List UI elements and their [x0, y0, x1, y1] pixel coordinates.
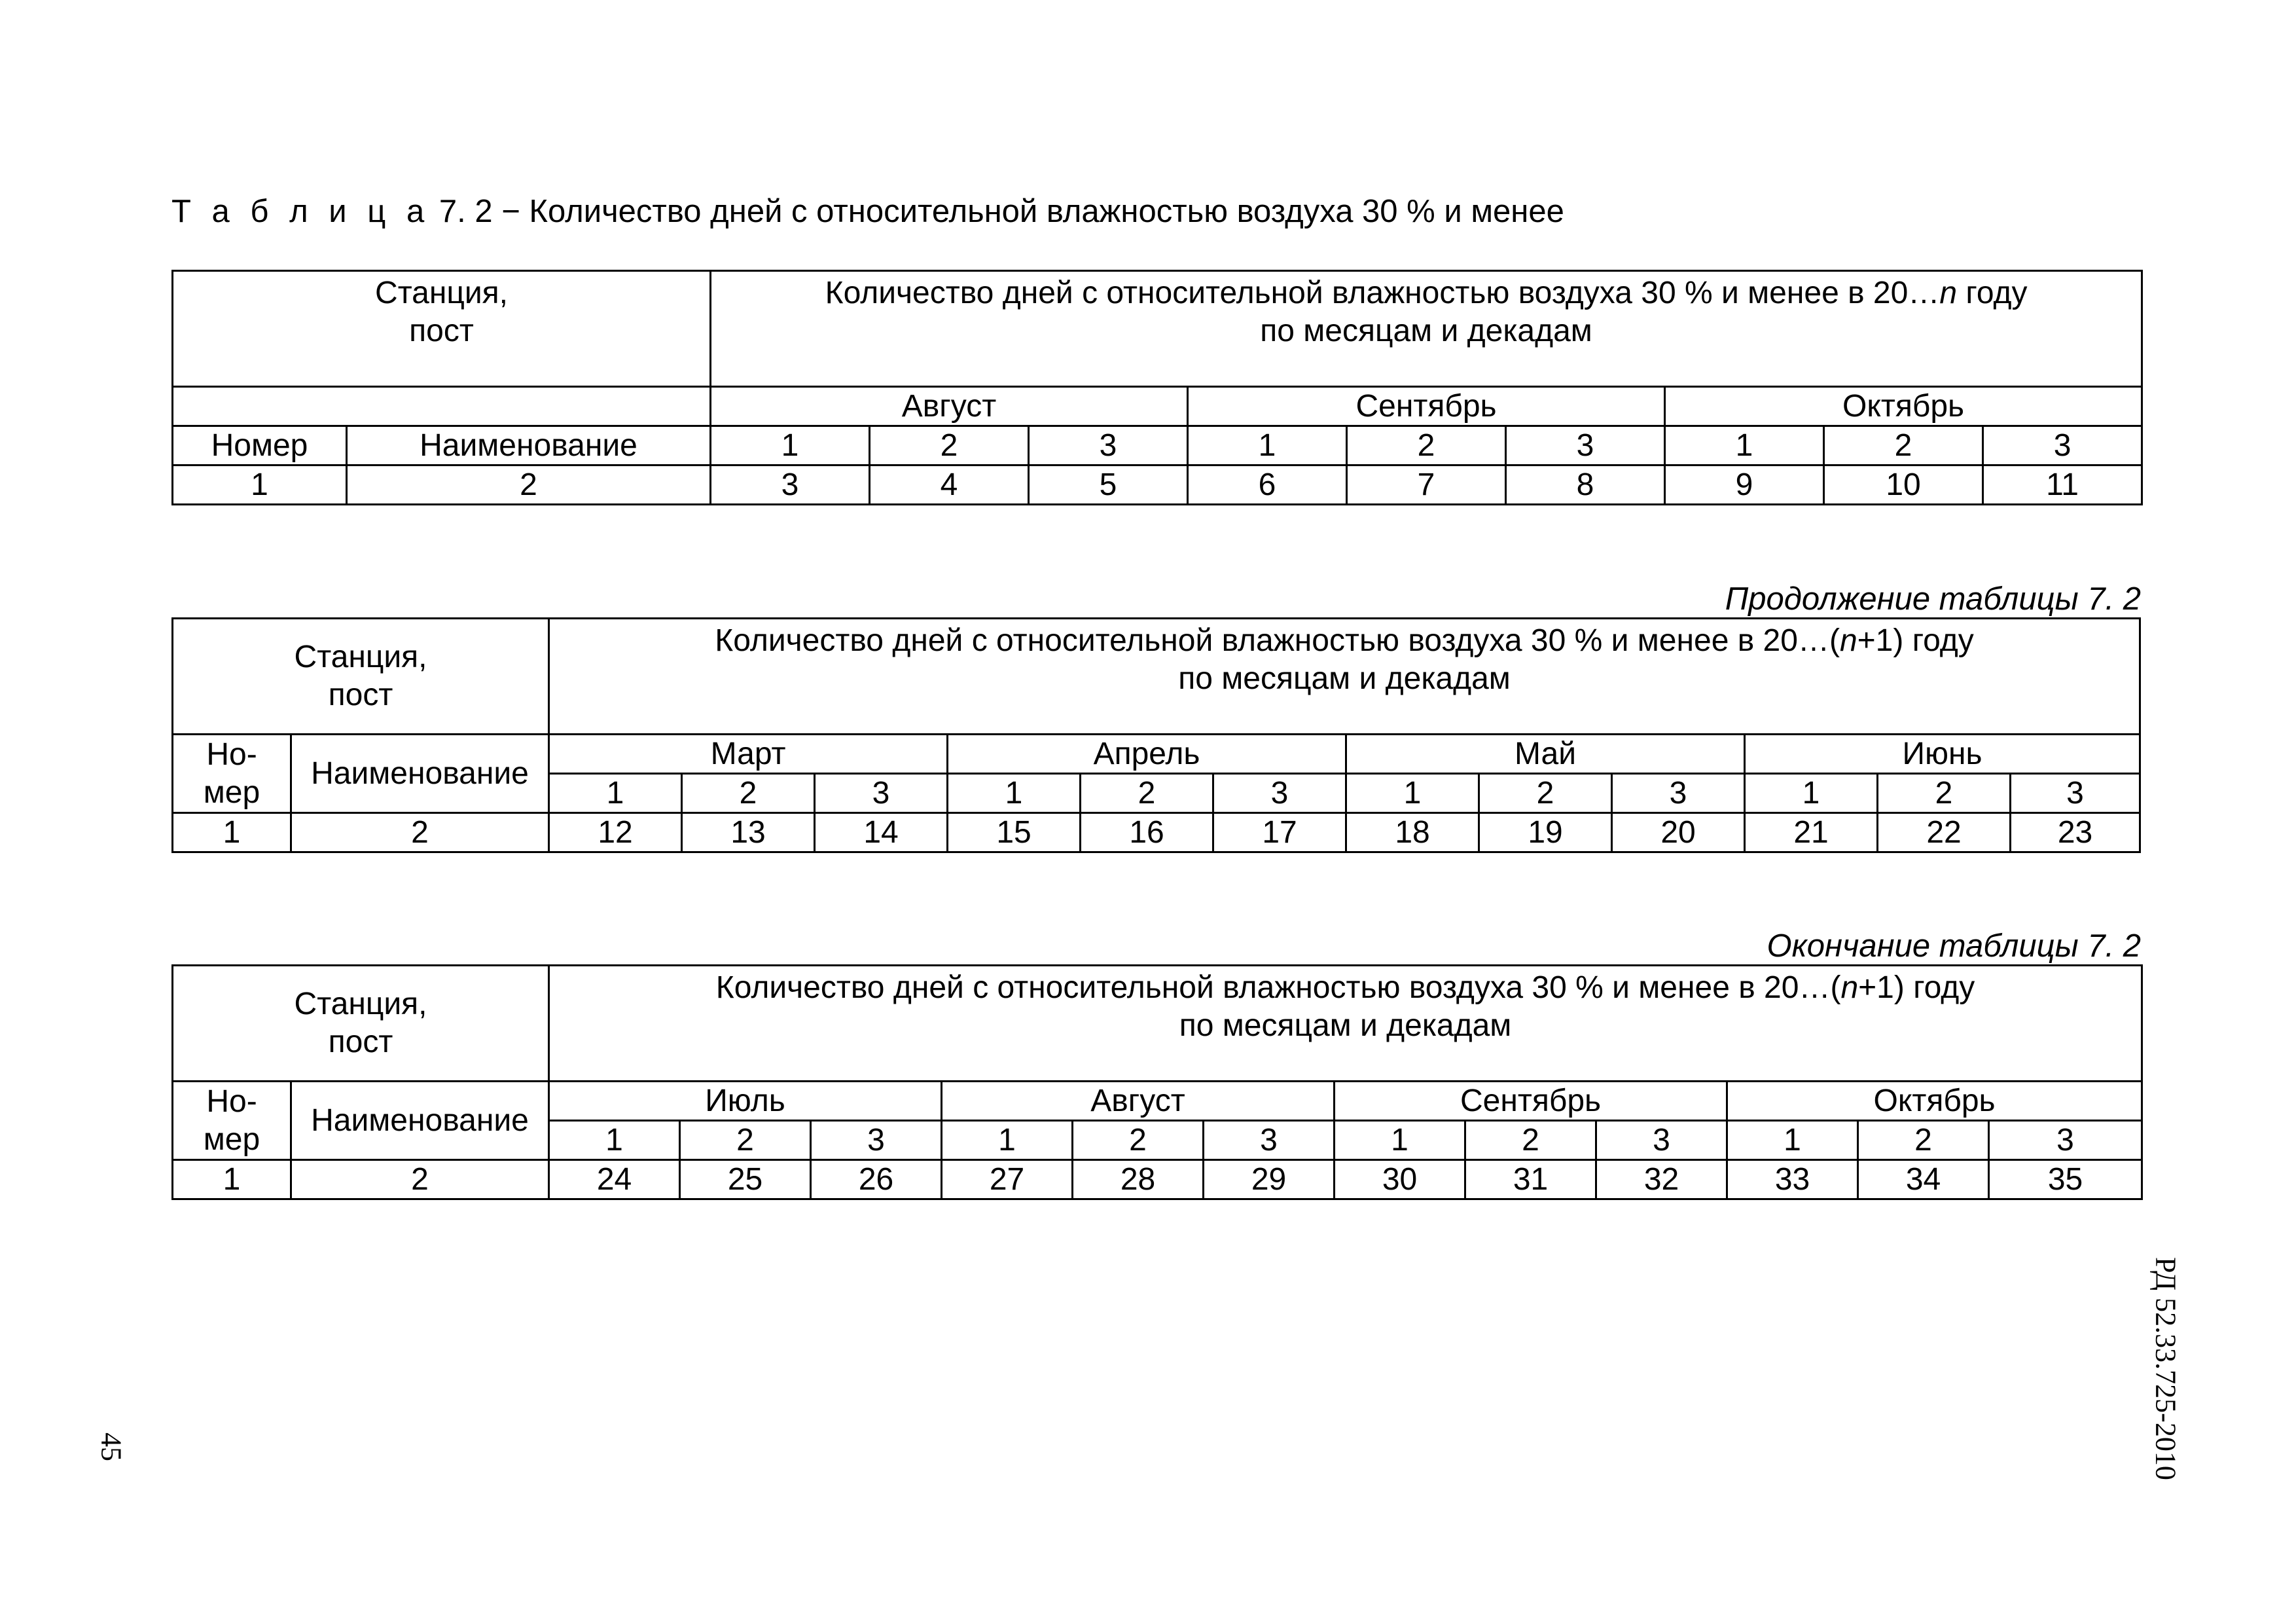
- column-number: 34: [1858, 1160, 1989, 1199]
- column-number: 2: [291, 1160, 549, 1199]
- column-number: 33: [1727, 1160, 1858, 1199]
- decade-cell: 2: [1824, 426, 1983, 465]
- column-number: 32: [1596, 1160, 1727, 1199]
- decade-cell: 1: [1665, 426, 1824, 465]
- decade-cell: 3: [1596, 1121, 1727, 1160]
- decade-cell: 2: [1878, 774, 2011, 813]
- column-number: 25: [680, 1160, 811, 1199]
- main-header: Количество дней с относительной влажностью воздуха 30 % и менее в 20…n году по месяцам и декадам: [711, 271, 2142, 387]
- column-number: 21: [1745, 813, 1878, 852]
- decade-cell: 2: [680, 1121, 811, 1160]
- station-header-cont: [173, 387, 711, 426]
- decade-cell: 3: [1983, 426, 2142, 465]
- column-number: 14: [815, 813, 948, 852]
- month-header: Октябрь: [1665, 387, 2142, 426]
- caption-prefix: Т а б л и ц а: [171, 194, 431, 229]
- decade-cell: 3: [2011, 774, 2140, 813]
- decade-cell: 1: [1335, 1121, 1465, 1160]
- decade-cell: 3: [1029, 426, 1188, 465]
- month-header: Июль: [549, 1082, 942, 1121]
- col-name-header: Наименование: [347, 426, 711, 465]
- continuation-label: Продолжение таблицы 7. 2: [1725, 581, 2141, 617]
- col-name-header: Наименование: [291, 735, 549, 813]
- column-number: 13: [682, 813, 815, 852]
- decade-cell: 1: [711, 426, 870, 465]
- decade-cell: 3: [1989, 1121, 2142, 1160]
- station-header: Станция, пост: [173, 619, 549, 735]
- station-header: Станция, пост: [173, 271, 711, 387]
- column-number: 15: [948, 813, 1081, 852]
- decade-cell: 3: [1612, 774, 1745, 813]
- decade-cell: 1: [1346, 774, 1479, 813]
- column-number: 24: [549, 1160, 680, 1199]
- caption-text: 7. 2 − Количество дней с относительной влажностью воздуха 30 % и менее: [439, 194, 1564, 229]
- decade-cell: 1: [1745, 774, 1878, 813]
- column-number: 35: [1989, 1160, 2142, 1199]
- decade-cell: 1: [549, 1121, 680, 1160]
- table-3: [171, 964, 2143, 1200]
- column-number: 10: [1824, 465, 1983, 505]
- table-1: [171, 270, 2143, 505]
- column-number: 22: [1878, 813, 2011, 852]
- month-header: Май: [1346, 735, 1745, 774]
- col-number-header: Номер: [173, 426, 347, 465]
- column-number: 9: [1665, 465, 1824, 505]
- column-number: 29: [1204, 1160, 1335, 1199]
- document-code: РД 52.33.725-2010: [2149, 1256, 2182, 1480]
- decade-cell: 2: [1347, 426, 1506, 465]
- month-header: Октябрь: [1727, 1082, 2142, 1121]
- station-header: Станция, пост: [173, 966, 549, 1082]
- main-header: Количество дней с относительной влажностью воздуха 30 % и менее в 20…(n+1) году по месяцам и декадам: [549, 619, 2140, 735]
- month-header: Август: [711, 387, 1188, 426]
- decade-cell: 1: [549, 774, 682, 813]
- ending-label: Окончание таблицы 7. 2: [1767, 928, 2141, 964]
- column-number: 20: [1612, 813, 1745, 852]
- decade-cell: 3: [1506, 426, 1665, 465]
- column-number: 5: [1029, 465, 1188, 505]
- month-header: Апрель: [948, 735, 1346, 774]
- month-header: Июнь: [1745, 735, 2140, 774]
- decade-cell: 3: [815, 774, 948, 813]
- column-number: 7: [1347, 465, 1506, 505]
- month-header: Сентябрь: [1188, 387, 1665, 426]
- decade-cell: 2: [682, 774, 815, 813]
- column-number: 26: [811, 1160, 942, 1199]
- decade-cell: 1: [1727, 1121, 1858, 1160]
- column-number: 8: [1506, 465, 1665, 505]
- column-number: 30: [1335, 1160, 1465, 1199]
- column-number: 27: [942, 1160, 1073, 1199]
- column-number: 12: [549, 813, 682, 852]
- column-number: 1: [173, 465, 347, 505]
- decade-cell: 3: [1213, 774, 1346, 813]
- decade-cell: 2: [1858, 1121, 1989, 1160]
- month-header: Март: [549, 735, 948, 774]
- decade-cell: 1: [942, 1121, 1073, 1160]
- column-number: 1: [173, 813, 291, 852]
- column-number: 3: [711, 465, 870, 505]
- col-number-header: Но- мер: [173, 735, 291, 813]
- table-2: [171, 617, 2141, 853]
- main-header: Количество дней с относительной влажностью воздуха 30 % и менее в 20…(n+1) году по месяцам и декадам: [549, 966, 2142, 1082]
- decade-cell: 1: [1188, 426, 1347, 465]
- decade-cell: 3: [1204, 1121, 1335, 1160]
- column-number: 28: [1073, 1160, 1204, 1199]
- column-number: 23: [2011, 813, 2140, 852]
- decade-cell: 1: [948, 774, 1081, 813]
- decade-cell: 2: [1479, 774, 1612, 813]
- column-number: 19: [1479, 813, 1612, 852]
- decade-cell: 2: [1081, 774, 1213, 813]
- column-number: 18: [1346, 813, 1479, 852]
- column-number: 31: [1465, 1160, 1596, 1199]
- column-number: 16: [1081, 813, 1213, 852]
- decade-cell: 3: [811, 1121, 942, 1160]
- column-number: 1: [173, 1160, 291, 1199]
- decade-cell: 2: [1073, 1121, 1204, 1160]
- month-header: Сентябрь: [1335, 1082, 1727, 1121]
- column-number: 6: [1188, 465, 1347, 505]
- column-number: 2: [347, 465, 711, 505]
- month-header: Август: [942, 1082, 1335, 1121]
- column-number: 2: [291, 813, 549, 852]
- column-number: 11: [1983, 465, 2142, 505]
- decade-cell: 2: [1465, 1121, 1596, 1160]
- col-number-header: Но- мер: [173, 1082, 291, 1160]
- col-name-header: Наименование: [291, 1082, 549, 1160]
- column-number: 4: [870, 465, 1029, 505]
- page-number: 45: [95, 1432, 128, 1461]
- decade-cell: 2: [870, 426, 1029, 465]
- column-number: 17: [1213, 813, 1346, 852]
- table-caption: [171, 191, 1564, 232]
